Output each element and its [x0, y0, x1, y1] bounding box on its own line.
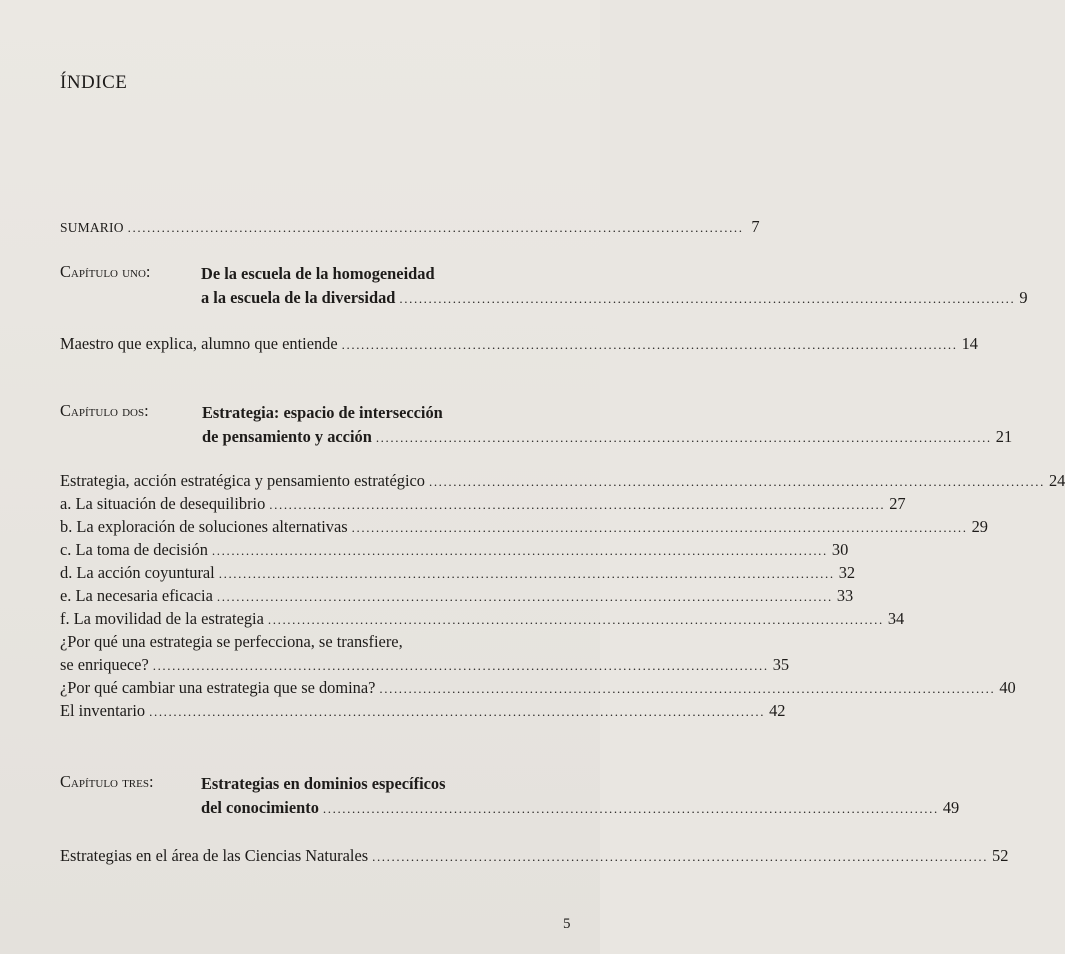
toc-page-number: 14 — [961, 334, 978, 353]
toc-entry-text: b. La exploración de soluciones alternativas — [60, 517, 348, 536]
dot-leader: ............................................................................................................................... — [399, 291, 1016, 306]
toc-entry-text: Maestro que explica, alumno que entiende — [60, 334, 338, 353]
toc-page-number: 40 — [999, 678, 1016, 697]
toc-page-number: 30 — [831, 540, 849, 559]
chapter-title-line2-row — [201, 796, 960, 821]
toc-entry — [60, 654, 790, 677]
chapter-two-entry — [60, 401, 1013, 451]
toc-page-number: 29 — [971, 517, 988, 536]
toc-entry — [60, 470, 1065, 493]
chapter-title-line1: De la escuela de la homogeneidad — [201, 264, 435, 283]
dot-leader: ............................................................................................................................... — [127, 220, 744, 235]
dot-leader: ............................................................................................................................... — [267, 612, 884, 627]
toc-entry-text: c. La toma de decisión — [60, 540, 208, 559]
toc-page-number: 49 — [942, 798, 960, 817]
chapter-title — [201, 262, 1028, 311]
toc-entry-text: ¿Por qué cambiar una estrategia que se domina? — [60, 678, 376, 697]
dot-leader: ............................................................................................................................... — [218, 566, 835, 581]
dot-leader: ............................................................................................................................... — [322, 801, 939, 816]
dot-leader: ............................................................................................................................... — [341, 337, 958, 352]
dot-leader: ............................................................................................................................... — [379, 681, 996, 696]
toc-page-number: 35 — [772, 655, 790, 674]
toc-entry-text: ¿Por qué una estrategia se perfecciona, se transfiere, — [60, 632, 403, 651]
toc-page-number: 27 — [889, 494, 906, 513]
toc-entry — [60, 845, 1009, 868]
chapter-title — [201, 772, 960, 821]
chapter-one-entry — [60, 262, 1028, 312]
toc-entry — [60, 516, 988, 539]
toc-entry — [60, 333, 978, 356]
dot-leader: ............................................................................................................................... — [152, 658, 769, 673]
toc-entry-text-continued: se enriquece? — [60, 655, 149, 674]
toc-entry-first-line — [60, 631, 568, 653]
toc-entry — [60, 608, 905, 631]
toc-entry-text: Estrategia, acción estratégica y pensamiento estratégico — [60, 471, 425, 490]
toc-entry — [60, 539, 849, 562]
toc-entry — [60, 493, 906, 516]
toc-page-number: 9 — [1019, 288, 1028, 307]
toc-entry-text: e. La necesaria eficacia — [60, 586, 213, 605]
dot-leader: ............................................................................................................................... — [216, 589, 833, 604]
index-heading: ÍNDICE — [60, 72, 128, 93]
toc-entry-sumario — [60, 216, 760, 239]
dot-leader: ............................................................................................................................... — [351, 520, 968, 535]
dot-leader: ............................................................................................................................... — [149, 704, 766, 719]
toc-entry-text: f. La movilidad de la estrategia — [60, 609, 264, 628]
dot-leader: ............................................................................................................................... — [269, 497, 886, 512]
toc-page-number: 34 — [887, 609, 905, 628]
dot-leader: ............................................................................................................................... — [428, 474, 1045, 489]
toc-entry — [60, 585, 854, 608]
toc-entry-text: a. La situación de desequilibrio — [60, 494, 266, 513]
toc-entry-text: d. La acción coyuntural — [60, 563, 215, 582]
chapter-label: Capítulo dos: — [60, 401, 149, 420]
page-folio-number: 5 — [563, 916, 571, 932]
toc-page-number: 42 — [769, 701, 786, 720]
toc-page-number: 52 — [992, 846, 1009, 865]
toc-page-number: 24 — [1048, 471, 1065, 490]
toc-entry — [60, 677, 1016, 700]
chapter-title-line1: Estrategia: espacio de intersección — [202, 403, 443, 422]
chapter-title-line2: de pensamiento y acción — [202, 427, 372, 446]
toc-entry — [60, 562, 856, 585]
toc-page-number: 7 — [751, 217, 760, 236]
toc-entry-text: Estrategias en el área de las Ciencias Naturales — [60, 846, 369, 865]
toc-page-number: 32 — [838, 563, 856, 582]
toc-entry-text: El inventario — [60, 701, 146, 720]
chapter-title — [202, 401, 1013, 450]
chapter-title-line2-row — [201, 286, 1028, 311]
toc-page-number: 21 — [995, 427, 1013, 446]
chapter-title-line1: Estrategias en dominios específicos — [201, 774, 446, 793]
dot-leader: ............................................................................................................................... — [211, 543, 828, 558]
chapter-title-line2: a la escuela de la diversidad — [201, 288, 396, 307]
chapter-title-line2: del conocimiento — [201, 798, 319, 817]
chapter-label: Capítulo tres: — [60, 772, 154, 791]
toc-entry-text: SUMARIO — [60, 220, 124, 235]
chapter-label: Capítulo uno: — [60, 262, 151, 281]
dot-leader: ............................................................................................................................... — [372, 849, 989, 864]
toc-entry — [60, 700, 786, 723]
chapter-title-line2-row — [202, 425, 1013, 450]
dot-leader: ............................................................................................................................... — [375, 430, 992, 445]
chapter-three-entry — [60, 772, 960, 822]
toc-page-number: 33 — [836, 586, 854, 605]
